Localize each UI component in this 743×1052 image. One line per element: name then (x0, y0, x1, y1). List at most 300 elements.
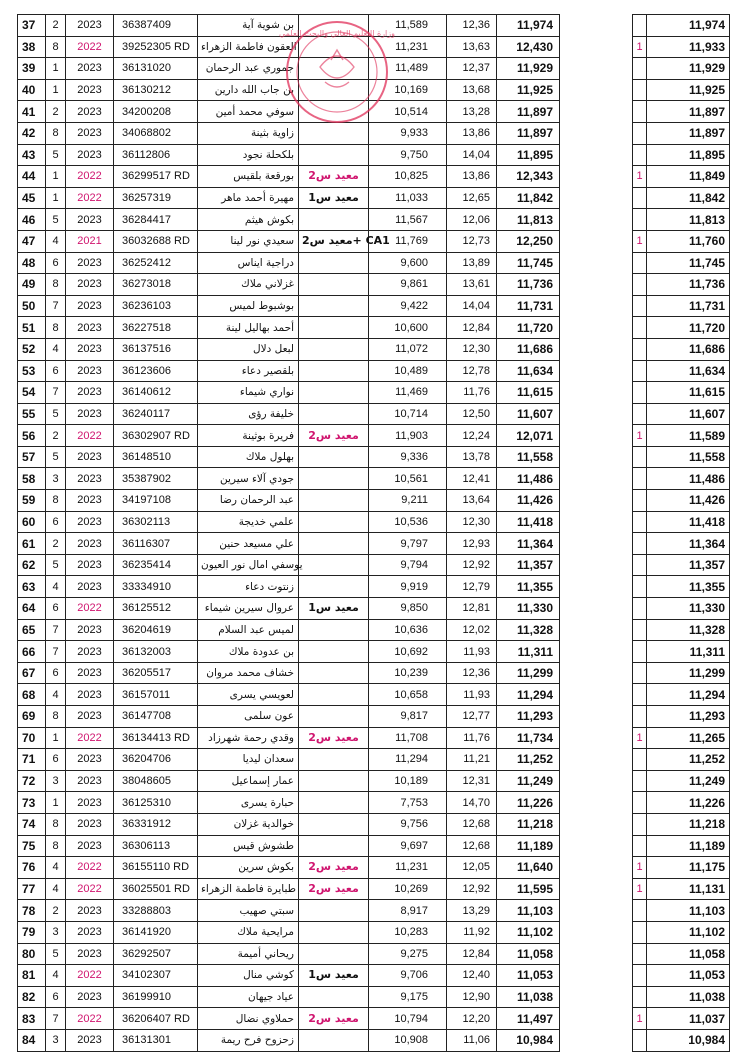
table-row (18, 511, 730, 533)
ranking-sheet (17, 14, 729, 1052)
student-name-cell: مهيرة أحمد ماهر (198, 187, 299, 209)
group-cell: 7 (46, 641, 66, 663)
matricule-cell: 35387902 (114, 468, 198, 490)
student-name-cell: علي مسيعد حنين (198, 533, 299, 555)
final-score-cell: 11,897 (647, 101, 730, 123)
year-cell: 2023 (66, 986, 114, 1008)
status-note-cell: معيد س2 (299, 1008, 369, 1030)
rank-cell: 46 (18, 209, 46, 231)
annual-average-cell: 11,249 (497, 770, 560, 792)
student-name-cell: أحمد بهاليل لينة (198, 317, 299, 339)
average-s2-cell: 12,20 (447, 1008, 497, 1030)
status-note-cell (299, 792, 369, 814)
matricule-cell: 36204619 (114, 619, 198, 641)
repeat-flag-cell (633, 15, 647, 37)
year-cell: 2022 (66, 187, 114, 209)
average-s1-cell: 10,636 (369, 619, 447, 641)
final-score-cell: 11,364 (647, 533, 730, 555)
annual-average-cell: 11,558 (497, 446, 560, 468)
status-note-cell (299, 511, 369, 533)
spacer-cell (560, 1008, 633, 1030)
repeat-flag-cell (633, 792, 647, 814)
group-cell: 5 (46, 446, 66, 468)
annual-average-cell: 11,364 (497, 533, 560, 555)
year-cell: 2023 (66, 835, 114, 857)
matricule-cell: 36240117 (114, 403, 198, 425)
group-cell: 3 (46, 1029, 66, 1051)
spacer-cell (560, 79, 633, 101)
student-name-cell: فريرة بوثينة (198, 425, 299, 447)
repeat-flag-cell (633, 921, 647, 943)
final-score-cell: 11,175 (647, 857, 730, 879)
table-row (18, 684, 730, 706)
group-cell: 4 (46, 965, 66, 987)
repeat-flag-cell (633, 684, 647, 706)
status-note-cell (299, 641, 369, 663)
average-s2-cell: 12,79 (447, 576, 497, 598)
table-row (18, 554, 730, 576)
year-cell: 2022 (66, 1008, 114, 1030)
average-s1-cell: 7,753 (369, 792, 447, 814)
status-note-cell (299, 144, 369, 166)
status-note-cell (299, 900, 369, 922)
status-note-cell (299, 403, 369, 425)
repeat-flag-cell (633, 338, 647, 360)
status-note-cell (299, 274, 369, 296)
repeat-flag-cell (633, 749, 647, 771)
status-note-cell (299, 446, 369, 468)
average-s1-cell: 11,489 (369, 58, 447, 80)
annual-average-cell: 11,686 (497, 338, 560, 360)
average-s2-cell: 12,84 (447, 943, 497, 965)
average-s2-cell: 14,70 (447, 792, 497, 814)
matricule-cell: 36112806 (114, 144, 198, 166)
table-row (18, 338, 730, 360)
status-note-cell (299, 338, 369, 360)
average-s2-cell: 12,36 (447, 15, 497, 37)
final-score-cell: 11,558 (647, 446, 730, 468)
rank-cell: 60 (18, 511, 46, 533)
spacer-cell (560, 317, 633, 339)
final-score-cell: 11,037 (647, 1008, 730, 1030)
year-cell: 2023 (66, 684, 114, 706)
matricule-cell: 34200208 (114, 101, 198, 123)
table-row (18, 36, 730, 58)
annual-average-cell: 11,640 (497, 857, 560, 879)
matricule-cell: 36252412 (114, 252, 198, 274)
student-name-cell: لميس عبد السلام (198, 619, 299, 641)
annual-average-cell: 11,897 (497, 101, 560, 123)
spacer-cell (560, 641, 633, 663)
rank-cell: 70 (18, 727, 46, 749)
annual-average-cell: 11,745 (497, 252, 560, 274)
final-score-cell: 11,426 (647, 490, 730, 512)
average-s2-cell: 12,81 (447, 598, 497, 620)
final-score-cell: 11,895 (647, 144, 730, 166)
spacer-cell (560, 187, 633, 209)
final-score-cell: 11,720 (647, 317, 730, 339)
status-note-cell (299, 684, 369, 706)
rank-cell: 47 (18, 230, 46, 252)
repeat-flag-cell (633, 360, 647, 382)
year-cell: 2023 (66, 338, 114, 360)
student-name-cell: بن عدودة ملاك (198, 641, 299, 663)
group-cell: 3 (46, 921, 66, 943)
average-s2-cell: 12,68 (447, 813, 497, 835)
final-score-cell: 11,328 (647, 619, 730, 641)
year-cell: 2022 (66, 727, 114, 749)
repeat-flag-cell (633, 209, 647, 231)
spacer-cell (560, 727, 633, 749)
matricule-cell: 36306113 (114, 835, 198, 857)
table-row (18, 317, 730, 339)
spacer-cell (560, 36, 633, 58)
student-name-cell: بلكحلة نجود (198, 144, 299, 166)
average-s1-cell: 10,489 (369, 360, 447, 382)
table-row (18, 382, 730, 404)
rank-cell: 83 (18, 1008, 46, 1030)
status-note-cell: معيد س2 (299, 166, 369, 188)
student-name-cell: سوفي محمد أمين (198, 101, 299, 123)
annual-average-cell: 10,984 (497, 1029, 560, 1051)
table-row (18, 533, 730, 555)
year-cell: 2023 (66, 554, 114, 576)
rank-cell: 67 (18, 662, 46, 684)
group-cell: 4 (46, 230, 66, 252)
year-cell: 2023 (66, 252, 114, 274)
average-s1-cell: 10,561 (369, 468, 447, 490)
repeat-flag-cell (633, 1029, 647, 1051)
final-score-cell: 11,102 (647, 921, 730, 943)
final-score-cell: 11,607 (647, 403, 730, 425)
average-s2-cell: 11,06 (447, 1029, 497, 1051)
table-row (18, 749, 730, 771)
group-cell: 1 (46, 187, 66, 209)
student-name-cell: حبارة يسرى (198, 792, 299, 814)
rank-cell: 81 (18, 965, 46, 987)
group-cell: 3 (46, 770, 66, 792)
year-cell: 2023 (66, 943, 114, 965)
average-s2-cell: 11,76 (447, 727, 497, 749)
average-s1-cell: 9,175 (369, 986, 447, 1008)
rank-cell: 78 (18, 900, 46, 922)
year-cell: 2023 (66, 533, 114, 555)
status-note-cell (299, 382, 369, 404)
status-note-cell: معيد س2+ CA1 (299, 230, 369, 252)
group-cell: 6 (46, 511, 66, 533)
group-cell: 2 (46, 101, 66, 123)
table-row (18, 425, 730, 447)
ranking-table (17, 14, 730, 1052)
final-score-cell: 11,418 (647, 511, 730, 533)
year-cell: 2023 (66, 101, 114, 123)
average-s1-cell: 11,033 (369, 187, 447, 209)
group-cell: 8 (46, 36, 66, 58)
table-row (18, 662, 730, 684)
student-name-cell: كوشي منال (198, 965, 299, 987)
year-cell: 2023 (66, 619, 114, 641)
table-row (18, 403, 730, 425)
student-name-cell: عمار إسماعيل (198, 770, 299, 792)
repeat-flag-cell (633, 554, 647, 576)
final-score-cell: 11,933 (647, 36, 730, 58)
student-name-cell: طبايرة فاطمة الزهراء (198, 878, 299, 900)
annual-average-cell: 12,071 (497, 425, 560, 447)
matricule-cell: 33288803 (114, 900, 198, 922)
status-note-cell (299, 490, 369, 512)
final-score-cell: 11,736 (647, 274, 730, 296)
status-note-cell (299, 101, 369, 123)
year-cell: 2022 (66, 965, 114, 987)
final-score-cell: 11,038 (647, 986, 730, 1008)
year-cell: 2023 (66, 1029, 114, 1051)
average-s2-cell: 11,93 (447, 641, 497, 663)
matricule-cell: 36302907 RD (114, 425, 198, 447)
average-s1-cell: 10,600 (369, 317, 447, 339)
matricule-cell: 36205517 (114, 662, 198, 684)
spacer-cell (560, 706, 633, 728)
rank-cell: 54 (18, 382, 46, 404)
year-cell: 2023 (66, 295, 114, 317)
group-cell: 5 (46, 554, 66, 576)
repeat-flag-cell (633, 943, 647, 965)
rank-cell: 82 (18, 986, 46, 1008)
table-row (18, 446, 730, 468)
group-cell: 1 (46, 79, 66, 101)
annual-average-cell: 11,328 (497, 619, 560, 641)
status-note-cell: معيد س1 (299, 187, 369, 209)
annual-average-cell: 11,053 (497, 965, 560, 987)
repeat-flag-cell: 1 (633, 727, 647, 749)
table-row (18, 792, 730, 814)
status-note-cell (299, 749, 369, 771)
annual-average-cell: 11,736 (497, 274, 560, 296)
annual-average-cell: 11,189 (497, 835, 560, 857)
year-cell: 2023 (66, 900, 114, 922)
student-name-cell: بلقصير دعاء (198, 360, 299, 382)
repeat-flag-cell (633, 144, 647, 166)
year-cell: 2023 (66, 706, 114, 728)
annual-average-cell: 12,250 (497, 230, 560, 252)
year-cell: 2023 (66, 446, 114, 468)
annual-average-cell: 11,595 (497, 878, 560, 900)
table-row (18, 166, 730, 188)
average-s1-cell: 8,917 (369, 900, 447, 922)
spacer-cell (560, 749, 633, 771)
status-note-cell (299, 706, 369, 728)
repeat-flag-cell (633, 468, 647, 490)
group-cell: 8 (46, 813, 66, 835)
table-row (18, 986, 730, 1008)
rank-cell: 76 (18, 857, 46, 879)
spacer-cell (560, 101, 633, 123)
table-row (18, 101, 730, 123)
student-name-cell: مرايحية ملاك (198, 921, 299, 943)
matricule-cell: 36204706 (114, 749, 198, 771)
average-s2-cell: 12,90 (447, 986, 497, 1008)
rank-cell: 57 (18, 446, 46, 468)
rank-cell: 63 (18, 576, 46, 598)
average-s1-cell: 9,697 (369, 835, 447, 857)
average-s2-cell: 13,78 (447, 446, 497, 468)
table-row (18, 144, 730, 166)
matricule-cell: 36299517 RD (114, 166, 198, 188)
year-cell: 2023 (66, 360, 114, 382)
average-s2-cell: 12,02 (447, 619, 497, 641)
repeat-flag-cell: 1 (633, 230, 647, 252)
average-s2-cell: 12,68 (447, 835, 497, 857)
student-name-cell: طشوش قيس (198, 835, 299, 857)
spacer-cell (560, 965, 633, 987)
repeat-flag-cell (633, 619, 647, 641)
year-cell: 2023 (66, 511, 114, 533)
matricule-cell: 36025501 RD (114, 878, 198, 900)
repeat-flag-cell (633, 835, 647, 857)
average-s2-cell: 12,73 (447, 230, 497, 252)
average-s2-cell: 13,86 (447, 166, 497, 188)
group-cell: 5 (46, 403, 66, 425)
student-name-cell: نواري شيماء (198, 382, 299, 404)
group-cell: 1 (46, 166, 66, 188)
repeat-flag-cell: 1 (633, 1008, 647, 1030)
year-cell: 2021 (66, 230, 114, 252)
year-cell: 2023 (66, 382, 114, 404)
average-s2-cell: 13,28 (447, 101, 497, 123)
status-note-cell: معيد س1 (299, 965, 369, 987)
table-row (18, 619, 730, 641)
final-score-cell: 11,189 (647, 835, 730, 857)
table-row (18, 813, 730, 835)
repeat-flag-cell (633, 317, 647, 339)
average-s1-cell: 9,794 (369, 554, 447, 576)
annual-average-cell: 11,813 (497, 209, 560, 231)
repeat-flag-cell (633, 598, 647, 620)
average-s2-cell: 14,04 (447, 295, 497, 317)
annual-average-cell: 11,974 (497, 15, 560, 37)
spacer-cell (560, 15, 633, 37)
average-s1-cell: 11,469 (369, 382, 447, 404)
repeat-flag-cell (633, 252, 647, 274)
annual-average-cell: 11,218 (497, 813, 560, 835)
spacer-cell (560, 144, 633, 166)
average-s2-cell: 12,92 (447, 878, 497, 900)
matricule-cell: 36134413 RD (114, 727, 198, 749)
final-score-cell: 11,252 (647, 749, 730, 771)
table-row (18, 209, 730, 231)
rank-cell: 58 (18, 468, 46, 490)
final-score-cell: 10,984 (647, 1029, 730, 1051)
rank-cell: 44 (18, 166, 46, 188)
group-cell: 3 (46, 468, 66, 490)
matricule-cell: 36140612 (114, 382, 198, 404)
average-s1-cell: 9,850 (369, 598, 447, 620)
status-note-cell: معيد س2 (299, 425, 369, 447)
spacer-cell (560, 338, 633, 360)
student-name-cell: علمي خديجة (198, 511, 299, 533)
matricule-cell: 36131301 (114, 1029, 198, 1051)
rank-cell: 65 (18, 619, 46, 641)
year-cell: 2022 (66, 36, 114, 58)
final-score-cell: 11,311 (647, 641, 730, 663)
repeat-flag-cell: 1 (633, 425, 647, 447)
spacer-cell (560, 122, 633, 144)
spacer-cell (560, 921, 633, 943)
year-cell: 2022 (66, 598, 114, 620)
annual-average-cell: 11,842 (497, 187, 560, 209)
group-cell: 8 (46, 122, 66, 144)
annual-average-cell: 11,102 (497, 921, 560, 943)
group-cell: 1 (46, 792, 66, 814)
status-note-cell (299, 619, 369, 641)
rank-cell: 37 (18, 15, 46, 37)
table-row (18, 79, 730, 101)
student-name-cell: وقدي رحمة شهرزاد (198, 727, 299, 749)
rank-cell: 56 (18, 425, 46, 447)
matricule-cell: 36125512 (114, 598, 198, 620)
average-s2-cell: 12,65 (447, 187, 497, 209)
year-cell: 2023 (66, 662, 114, 684)
year-cell: 2023 (66, 403, 114, 425)
average-s1-cell: 11,072 (369, 338, 447, 360)
spacer-cell (560, 619, 633, 641)
student-name-cell: سعدان ليديا (198, 749, 299, 771)
rank-cell: 69 (18, 706, 46, 728)
year-cell: 2023 (66, 144, 114, 166)
rank-cell: 84 (18, 1029, 46, 1051)
student-name-cell: خليفة رؤى (198, 403, 299, 425)
final-score-cell: 11,634 (647, 360, 730, 382)
table-row (18, 835, 730, 857)
spacer-cell (560, 878, 633, 900)
matricule-cell: 36141920 (114, 921, 198, 943)
repeat-flag-cell (633, 641, 647, 663)
group-cell: 4 (46, 857, 66, 879)
status-note-cell (299, 36, 369, 58)
repeat-flag-cell (633, 706, 647, 728)
final-score-cell: 11,053 (647, 965, 730, 987)
average-s1-cell: 11,567 (369, 209, 447, 231)
repeat-flag-cell (633, 813, 647, 835)
table-row (18, 727, 730, 749)
average-s2-cell: 12,93 (447, 533, 497, 555)
table-row (18, 252, 730, 274)
matricule-cell: 36116307 (114, 533, 198, 555)
spacer-cell (560, 770, 633, 792)
table-row (18, 360, 730, 382)
average-s1-cell: 10,189 (369, 770, 447, 792)
rank-cell: 66 (18, 641, 46, 663)
spacer-cell (560, 598, 633, 620)
average-s2-cell: 13,64 (447, 490, 497, 512)
status-note-cell (299, 943, 369, 965)
final-score-cell: 11,355 (647, 576, 730, 598)
annual-average-cell: 11,607 (497, 403, 560, 425)
rank-cell: 80 (18, 943, 46, 965)
spacer-cell (560, 662, 633, 684)
average-s2-cell: 12,40 (447, 965, 497, 987)
group-cell: 7 (46, 382, 66, 404)
group-cell: 6 (46, 986, 66, 1008)
student-name-cell: بهلول ملاك (198, 446, 299, 468)
student-name-cell: بكوش هيثم (198, 209, 299, 231)
rank-cell: 40 (18, 79, 46, 101)
status-note-cell (299, 58, 369, 80)
average-s1-cell: 10,239 (369, 662, 447, 684)
average-s2-cell: 13,63 (447, 36, 497, 58)
rank-cell: 74 (18, 813, 46, 835)
table-row (18, 598, 730, 620)
year-cell: 2022 (66, 878, 114, 900)
